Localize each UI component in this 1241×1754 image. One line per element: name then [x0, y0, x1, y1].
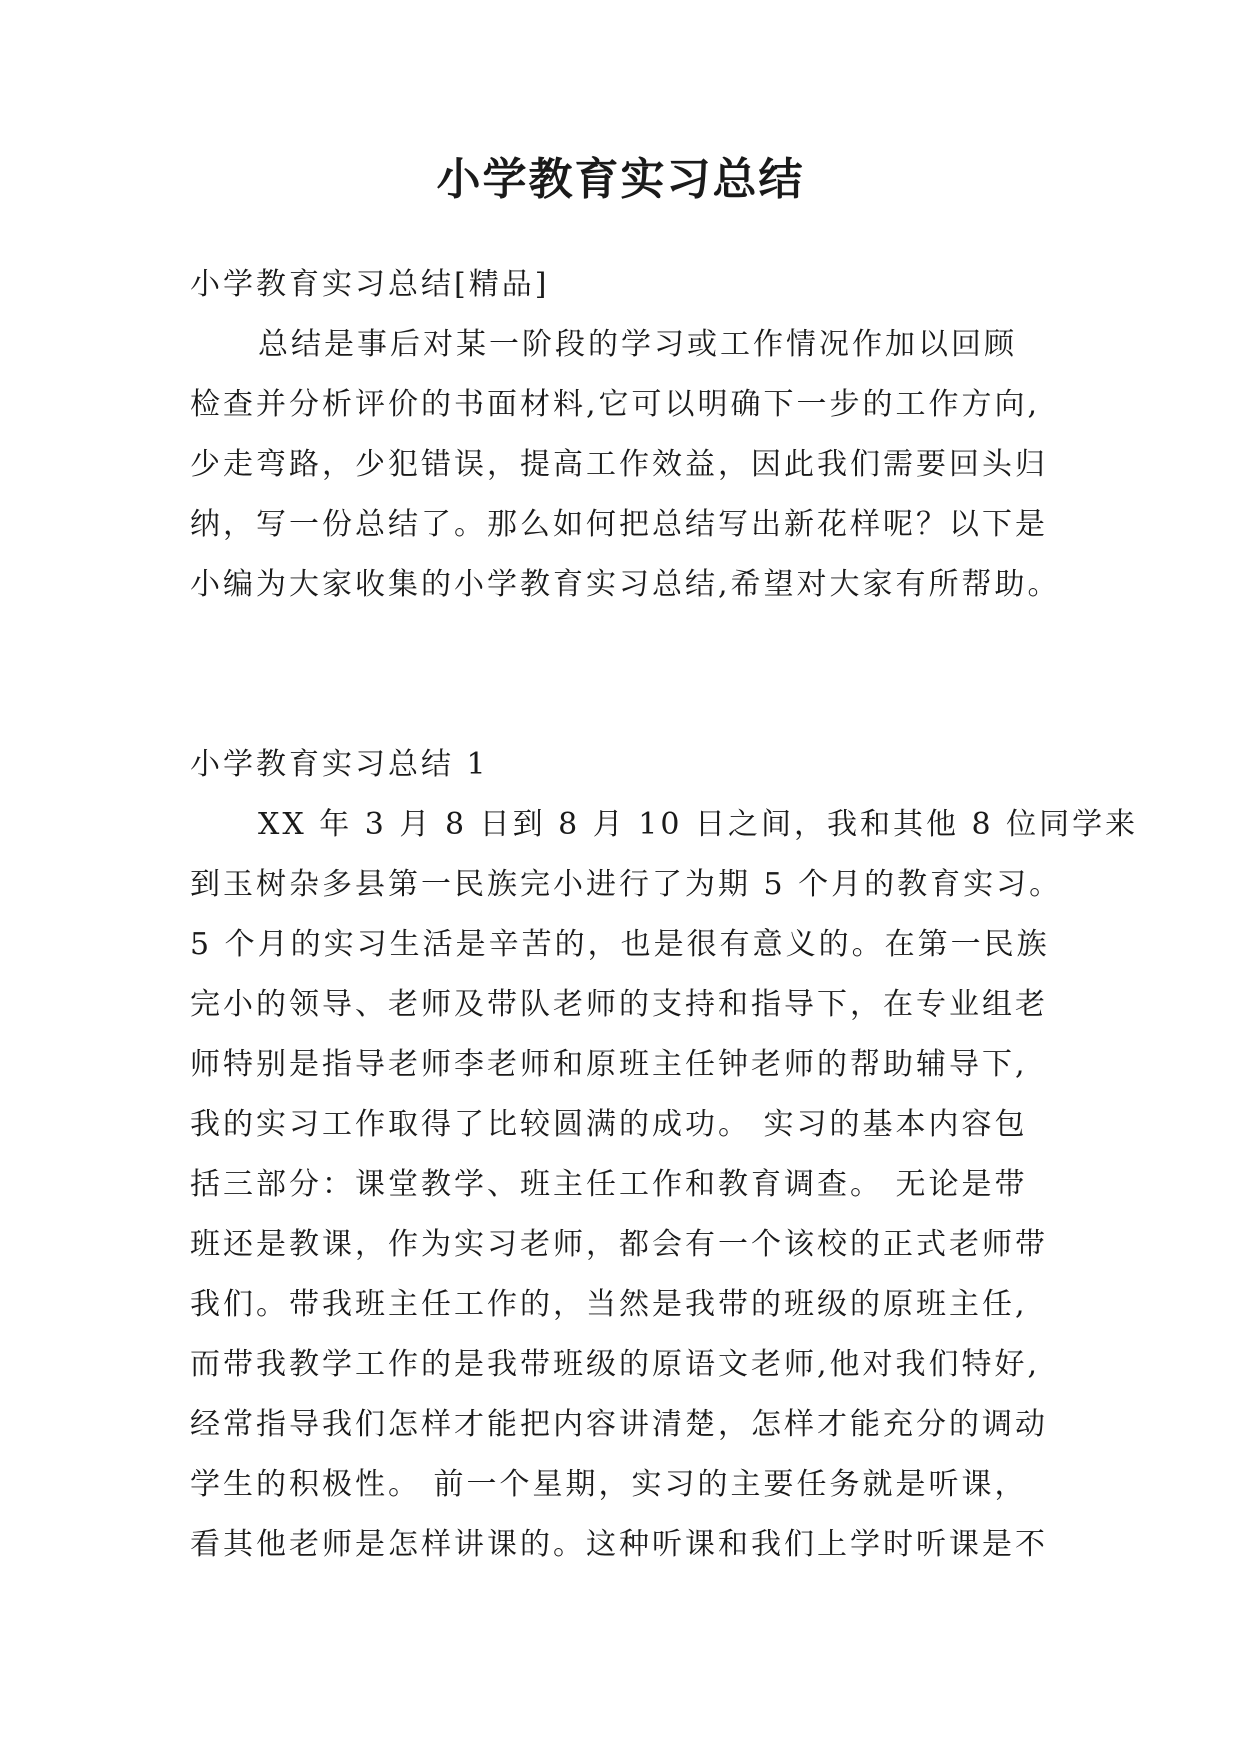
paragraph-line: 5 个月的实习生活是辛苦的，也是很有意义的。在第一民族: [190, 927, 1050, 962]
section1-paragraph: [190, 795, 1139, 1575]
paragraph-line: 经常指导我们怎样才能把内容讲清楚，怎样才能充分的调动: [190, 1407, 1048, 1442]
paragraph-line: 完小的领导、老师及带队老师的支持和指导下，在专业组老: [190, 987, 1048, 1022]
paragraph-line: 小编为大家收集的小学教育实习总结,希望对大家有所帮助。: [190, 567, 1061, 602]
document-title: 小学教育实习总结: [436, 154, 805, 205]
paragraph-line: 纳，写一份总结了。那么如何把总结写出新花样呢？以下是: [190, 507, 1048, 542]
paragraph-line: 班还是教课，作为实习老师，都会有一个该校的正式老师带: [190, 1227, 1048, 1262]
section-gap: [190, 615, 1070, 735]
section-heading: 小学教育实习总结 1: [190, 747, 489, 782]
intro-paragraph: [190, 315, 1070, 615]
paragraph-line: 我们。带我班主任工作的，当然是我带的班级的原班主任,: [190, 1287, 1028, 1322]
paragraph-line: 总结是事后对某一阶段的学习或工作情况作加以回顾: [258, 327, 1017, 362]
paragraph-line: 我的实习工作取得了比较圆满的成功。 实习的基本内容包: [190, 1107, 1028, 1142]
paragraph-line: 到玉树杂多县第一民族完小进行了为期 5 个月的教育实习。: [190, 867, 1063, 902]
paragraph-line: 看其他老师是怎样讲课的。这种听课和我们上学时听课是不: [190, 1527, 1048, 1562]
paragraph-line: 检查并分析评价的书面材料,它可以明确下一步的工作方向,: [190, 387, 1041, 422]
paragraph-line: 学生的积极性。 前一个星期，实习的主要任务就是听课，: [190, 1467, 1028, 1502]
paragraph-line: 而带我教学工作的是我带班级的原语文老师,他对我们特好,: [190, 1347, 1041, 1382]
document-subtitle: 小学教育实习总结[精品]: [190, 267, 550, 302]
paragraph-line: 少走弯路，少犯错误，提高工作效益，因此我们需要回头归: [190, 447, 1048, 482]
paragraph-line: 师特别是指导老师李老师和原班主任钟老师的帮助辅导下,: [190, 1047, 1028, 1082]
paragraph-line: 括三部分：课堂教学、班主任工作和教育调查。 无论是带: [190, 1167, 1028, 1202]
document-body: [190, 255, 1139, 1575]
paragraph-line: XX 年 3 月 8 日到 8 月 10 日之间，我和其他 8 位同学来: [258, 807, 1139, 842]
